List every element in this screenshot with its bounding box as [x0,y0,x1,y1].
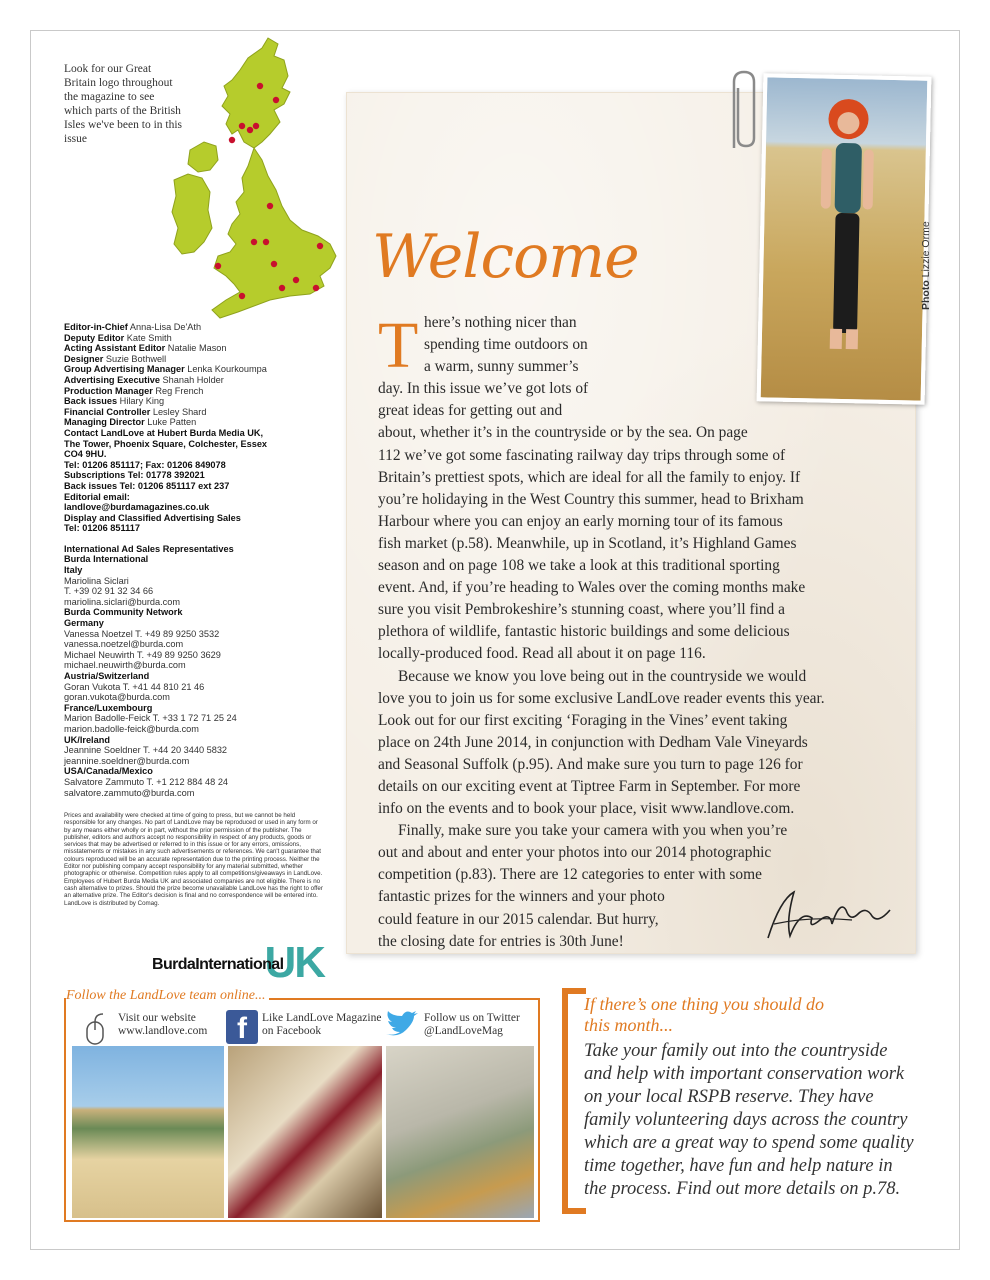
beach-harbour-image [72,1046,224,1218]
welcome-line: Britain’s prettiest spots, which are ideal for all the family to enjoy. If [378,468,801,486]
contact-line: Subscriptions Tel: 01778 392021 [64,470,205,481]
tip-body-line: the process. Find out more details on p.78. [584,1179,901,1199]
staff-name: Natalie Mason [165,343,227,354]
intl-title: International Ad Sales Representatives [64,543,234,554]
map-caption: Look for our Great Britain logo throughout the magazine to see which parts of the British Isles we've been to in this issue [64,63,183,145]
staff-name: Hilary King [117,396,165,407]
food-picnic-image [228,1046,382,1218]
staff-role: Designer [64,353,104,364]
welcome-line: great ideas for getting out and [378,402,563,420]
staff-row [64,322,334,333]
drop-cap: T [378,309,419,382]
burda-logo-uk: UK [264,938,324,987]
staff-name: Shanah Holder [160,374,224,385]
intl-line: jeannine.soeldner@burda.com [64,755,190,766]
welcome-body [378,309,878,953]
welcome-line: you’re holidaying in the West Country this summer, head to Brixham [378,490,804,508]
staff-name: Lesley Shard [150,406,207,417]
intl-line: Burda Community Network [64,607,183,618]
great-britain-map-icon [170,30,350,320]
intl-line: T. +39 02 91 32 34 66 [64,586,154,597]
welcome-line: love you to join us for some exclusive LandLove reader events this year. [378,689,825,707]
tip-body-line: and help with important conservation work [584,1064,905,1084]
intl-line: UK/Ireland [64,734,110,745]
intl-line: Marion Badolle-Feick T. +33 1 72 71 25 24 [64,713,237,724]
photo-credit [920,221,932,310]
staff-role: Acting Assistant Editor [64,343,166,354]
intl-reps-list [64,565,334,798]
welcome-line: fish market (p.58). Meanwhile, up in Scotland, it’s Highland Games [378,534,797,552]
intl-line: USA/Canada/Mexico [64,766,153,777]
staff-role: Editor-in-Chief [64,322,128,332]
welcome-line: Finally, make sure you take your camera with you when you’re [398,822,788,840]
contact-line: Editorial email: [64,491,130,502]
photo-credit-name: Lizzie Orme [920,221,932,278]
welcome-line: 112 we’ve got some fascinating railway day trips through some of [378,446,786,464]
intl-line: Michael Neuwirth T. +49 89 9250 3629 [64,649,221,660]
staff-name: Anna-Lisa De'Ath [127,322,202,332]
welcome-line: day. In this issue we’ve got lots of [378,380,589,398]
contact-line: CO4 9HU. [64,449,107,460]
intl-line: Salvatore Zammuto T. +1 212 884 48 24 [64,776,229,787]
staff-row [64,407,334,418]
welcome-line: competition (p.83). There are 12 categories to enter with some [378,866,762,884]
intl-line: France/Luxembourg [64,702,153,713]
intl-line: marion.badolle-feick@burda.com [64,723,199,734]
staff-role: Managing Director [64,417,145,428]
staff-role: Deputy Editor [64,332,125,343]
tip-heading [584,994,824,1036]
facebook-link[interactable]: Like LandLove Magazine on Facebook [262,1012,382,1037]
welcome-line: a warm, sunny summer’s [424,358,579,376]
staff-row [64,396,334,407]
intl-line: Vanessa Noetzel T. +49 89 9250 3532 [64,628,220,639]
website-link[interactable]: Visit our website www.landlove.com [118,1012,208,1037]
welcome-line: out and about and enter your photos into our 2014 photographic [378,844,772,862]
staff-name: Reg French [152,385,204,396]
staff-role: Financial Controller [64,406,151,417]
contact-line: Contact LandLove at Hubert Burda Media UK, [64,427,264,438]
sketchbook-image [386,1046,534,1218]
intl-line: Mariolina Siclari [64,575,129,586]
contact-line: landlove@burdamagazines.co.uk [64,502,210,513]
welcome-line: Because we know you love being out in the countryside we would [398,667,807,685]
staff-role: Back issues [64,396,118,407]
staff-row [64,364,334,375]
burda-logo-name: BurdaInternational [152,956,284,973]
welcome-line: fantastic prizes for the winners and your photo [378,888,665,906]
intl-line: vanessa.noetzel@burda.com [64,639,184,650]
staff-role: Group Advertising Manager [64,364,185,375]
welcome-line: event. And, if you’re heading to Wales over the coming months make [378,579,806,597]
staff-row [64,386,334,397]
tip-body-line: family volunteering days across the country [584,1110,908,1130]
staff-row [64,375,334,386]
contact-line: The Tower, Phoenix Square, Colchester, Essex [64,438,268,449]
staff-name: Kate Smith [124,332,172,343]
intl-line: Italy [64,565,83,576]
staff-role: Advertising Executive [64,374,160,385]
intl-line: mariolina.siclari@burda.com [64,596,181,607]
intl-line: michael.neuwirth@burda.com [64,660,186,671]
burda-international-logo [152,938,324,987]
staff-name: Suzie Bothwell [103,353,167,364]
staff-name: Lenka Kourkoumpa [184,364,267,375]
signature-icon [760,880,900,952]
staff-list [64,322,334,428]
tip-body-line: on your local RSPB reserve. They have [584,1087,874,1107]
tip-body-line: time together, have fun and help nature in [584,1156,893,1176]
welcome-line: about, whether it’s in the countryside or by the sea. On page [378,424,748,442]
welcome-line: info on the events and to book your place, visit www.landlove.com. [378,800,795,818]
welcome-line: locally-produced food. Read all about it on page 116. [378,645,706,663]
contact-line: Tel: 01206 851117; Fax: 01206 849078 [64,459,226,470]
tip-body-line: which are a great way to spend some quality [584,1133,914,1153]
twitter-link[interactable]: Follow us on Twitter @LandLoveMag [424,1012,520,1037]
staff-role: Production Manager [64,385,153,396]
welcome-line: could feature in our 2015 calendar. But hurry, [378,910,659,928]
intl-line: Austria/Switzerland [64,671,150,681]
intl-line: salvatore.zammuto@burda.com [64,787,195,798]
welcome-line: and Seasonal Suffolk (p.95). And make sure you turn to page 126 for [378,755,803,773]
mouse-icon [84,1012,108,1046]
photo-credit-label: Photo [920,280,932,310]
welcome-line: sure you visit Pembrokeshire’s stunning coast, where you’ll find a [378,601,785,619]
masthead [64,322,334,798]
intl-line: Goran Vukota T. +41 44 810 21 46 [64,681,205,692]
tip-heading-line: If there’s one thing you should do [584,994,824,1014]
welcome-line: spending time outdoors on [424,336,588,354]
welcome-line: the closing date for entries is 30th June! [378,932,624,950]
welcome-line: here’s nothing nicer than [424,314,577,331]
welcome-line: details on our exciting event at Tiptree Farm in September. For more [378,777,801,795]
contact-block [64,428,334,534]
tip-body-line: Take your family out into the countryside [584,1041,888,1061]
follow-title: Follow the LandLove team online... [66,988,269,1004]
intl-company: Burda International [64,554,149,565]
welcome-line: Harbour where you can enjoy an early morning tour of its famous [378,512,783,530]
facebook-icon: f [226,1010,258,1044]
intl-line: Germany [64,618,104,629]
staff-row [64,343,334,354]
disclaimer: Prices and availability were checked at time of going to press, but we cannot be held responsible for any changes. No part of LandLove may be reproduced or used in any form or by any means either wholly or in part, without the prior permission of the publisher. The publisher, editors and authors accept no responsibility in respect of any products, goods or services that may be advertised or referred to in this issue or for any errors, omissions, misstatements or mistakes in any such advertisements or references. We can't guarantee that colours reproduced will be an accurate representation due to the printing process. Neither the Editor nor publishing company accept responsibility for any material submitted, whether photographic or otherwise. Competition rules apply to all competitions/giveaways in LandLove. Employees of Hubert Burda Media UK and associated companies are not eligible. There is no cash alternative to prizes. Should the prize become unavailable LandLove has the right to offer an alternative prize. The Editor's decision is final and no correspondence will be entered into. LandLove is distributed by Comag. [64,812,323,907]
contact-line: Back issues Tel: 01206 851117 ext 237 [64,480,230,491]
paperclip-icon [722,68,762,158]
welcome-line: season and on page 108 we take a look at this traditional sporting [378,557,780,575]
welcome-line: Look out for our first exciting ‘Foraging in the Vines’ event taking [378,711,788,729]
staff-row [64,333,334,344]
contact-line: Tel: 01206 851117 [64,523,140,534]
intl-line: goran.vukota@burda.com [64,692,170,703]
welcome-line: place on 24th June 2014, in conjunction with Dedham Vale Vineyards [378,733,808,751]
tip-body [584,1040,914,1201]
intl-line: Jeannine Soeldner T. +44 20 3440 5832 [64,745,228,756]
staff-row [64,417,334,428]
staff-row [64,354,334,365]
welcome-line: plethora of wildlife, fantastic historic buildings and some delicious [378,623,790,641]
tip-bracket [562,988,586,1214]
welcome-title: Welcome [372,222,639,292]
twitter-bird-icon [384,1010,418,1040]
contact-line: Display and Classified Advertising Sales [64,512,241,523]
staff-name: Luke Patten [144,417,197,428]
tip-heading-line: this month... [584,1015,674,1035]
